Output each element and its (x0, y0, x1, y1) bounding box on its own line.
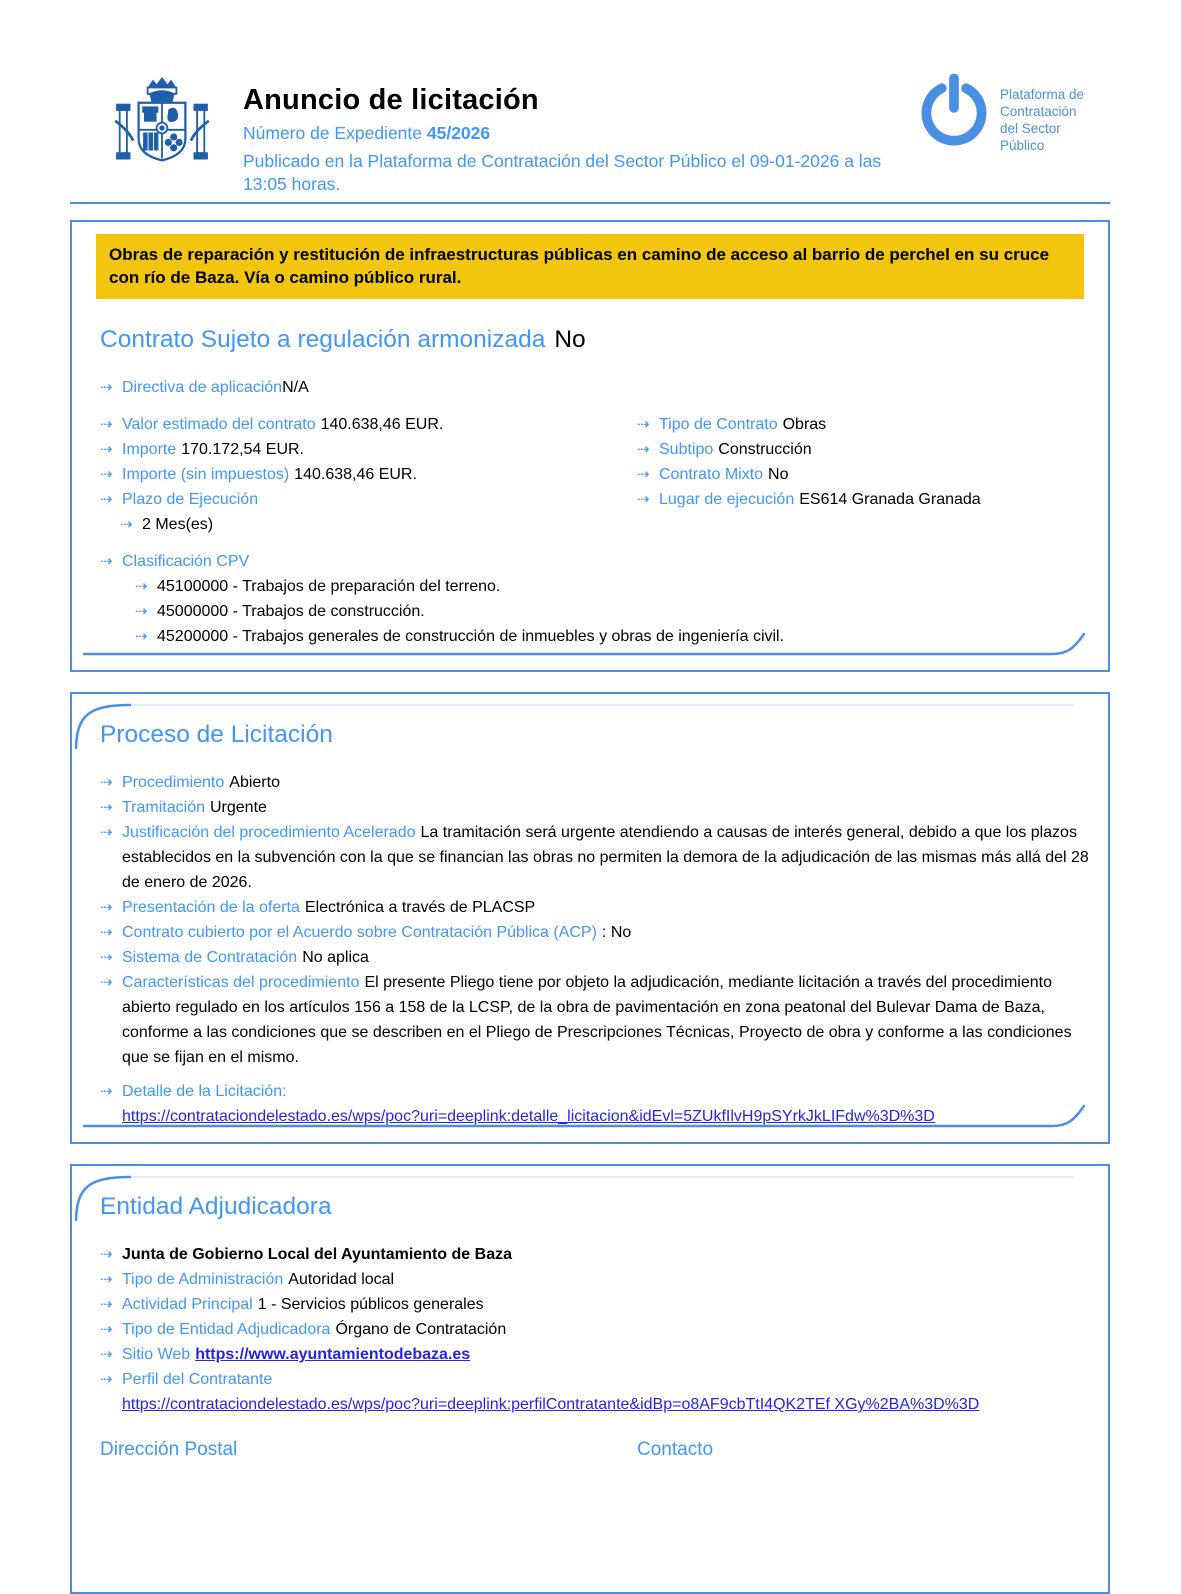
header-divider (70, 202, 1110, 204)
field-arrow-icon: ⇢ (135, 628, 148, 645)
power-button-icon (918, 72, 990, 150)
published-line: Publicado en la Plataforma de Contratación del Sector Público el 09-01-2026 a las 13:05 horas. (243, 151, 882, 194)
cpv-item: ⇢ 45100000 - Trabajos de preparación del terreno. (135, 574, 1096, 599)
field-arrow-icon: ⇢ (100, 1371, 113, 1388)
field-arrow-icon: ⇢ (100, 1271, 113, 1288)
field-tipo-entidad: ⇢ Tipo de Entidad Adjudicadora Órgano de Contratación (100, 1317, 1096, 1342)
expediente-number: 45/2026 (426, 123, 491, 143)
field-arrow-icon: ⇢ (135, 578, 148, 595)
field-subtipo: ⇢ Subtipo Construcción (637, 437, 1096, 462)
sitio-web-link[interactable]: https://www.ayuntamientodebaza.es (195, 1346, 471, 1363)
field-detalle-licitacion: ⇢ Detalle de la Licitación: (100, 1079, 1096, 1104)
direccion-postal-heading: Dirección Postal (100, 1439, 238, 1460)
field-arrow-icon: ⇢ (100, 774, 113, 791)
platform-logo (918, 72, 1168, 154)
platform-name: Plataforma de Contratación del Sector Público (1000, 87, 1085, 153)
page-title: Anuncio de licitación (243, 84, 539, 116)
section-entidad-adjudicadora (70, 1164, 1110, 1594)
field-plazo-ejecucion: ⇢ Plazo de Ejecución (100, 487, 637, 512)
field-contrato-mixto: ⇢ Contrato Mixto No (637, 462, 1096, 487)
field-directiva: ⇢ Directiva de aplicaciónN/A (100, 375, 1096, 400)
detalle-licitacion-link[interactable]: https://contrataciondelestado.es/wps/poc?uri=deeplink:detalle_licitacion&idEvl=5ZUkfIlvH9pSYrkJkLIFdw%3D%3D (122, 1108, 935, 1125)
field-justificacion: ⇢ Justificación del procedimiento Acelerado La tramitación será urgente atendiendo a causas de interés general, debido a que los plazos establecidos en la subvención con la que se financian las obras no permiten la demora de la adjudicación de las mismas más allá del 28 de enero de 2026. (100, 820, 1096, 895)
field-tipo-contrato: ⇢ Tipo de Contrato Obras (637, 412, 1096, 437)
detalle-url-row (100, 1104, 1096, 1129)
field-sistema-contratacion: ⇢ Sistema de Contratación No aplica (100, 945, 1096, 970)
address-contact-headings (100, 1439, 1096, 1461)
field-presentacion-oferta: ⇢ Presentación de la oferta Electrónica a través de PLACSP (100, 895, 1096, 920)
field-procedimiento: ⇢ Procedimiento Abierto (100, 770, 1096, 795)
field-arrow-icon: ⇢ (100, 824, 113, 841)
section-proceso-licitacion (70, 692, 1110, 1144)
field-clasificacion-cpv: ⇢ Clasificación CPV (100, 549, 1096, 574)
expediente-label: Número de Expediente (243, 123, 427, 143)
field-arrow-icon: ⇢ (100, 553, 113, 570)
section-heading-entidad: Entidad Adjudicadora (100, 1193, 332, 1220)
expediente-line (243, 122, 903, 145)
tender-title-banner: Obras de reparación y restitución de infraestructuras públicas en camino de acceso al barrio de perchel en su cruce con río de Baza. Vía o camino público rural. (96, 234, 1084, 299)
field-tramitacion: ⇢ Tramitación Urgente (100, 795, 1096, 820)
field-arrow-icon: ⇢ (100, 924, 113, 941)
field-tipo-administracion: ⇢ Tipo de Administración Autoridad local (100, 1267, 1096, 1292)
contacto-heading: Contacto (637, 1439, 714, 1460)
cpv-item: ⇢ 45200000 - Trabajos generales de construcción de inmuebles y obras de ingeniería civil. (135, 624, 1096, 649)
field-arrow-icon: ⇢ (100, 1321, 113, 1338)
section-heading-armonizada: Contrato Sujeto a regulación armonizada No (100, 326, 586, 353)
field-arrow-icon: ⇢ (100, 379, 113, 396)
field-caracteristicas: ⇢ Características del procedimiento El presente Pliego tiene por objeto la adjudicación, mediante licitación a través del procedimiento abierto regulado en los artículos 156 a 158 de la LCSP, de la obra de pavimentación en zona peatonal del Bulevar Dama de Baza, conforme a las condiciones que se describen en el Pliego de Prescripciones Técnicas, Proyecto de obra y conforme a las condiciones que se fijan en el mismo. (100, 970, 1096, 1070)
perfil-contratante-link[interactable]: https://contrataciondelestado.es/wps/poc?uri=deeplink:perfilContratante&idBp=o8AF9cbTtI4QK2TEf XGy%2BA%3D%3D (122, 1396, 980, 1413)
field-arrow-icon: ⇢ (637, 441, 650, 458)
field-plazo-valor: ⇢ 2 Mes(es) (120, 512, 637, 537)
field-arrow-icon: ⇢ (100, 1346, 113, 1363)
spain-coat-of-arms-logo (108, 74, 216, 182)
field-lugar-ejecucion: ⇢ Lugar de ejecución ES614 Granada Granada (637, 487, 1096, 512)
field-arrow-icon: ⇢ (100, 416, 113, 433)
field-importe: ⇢ Importe 170.172,54 EUR. (100, 437, 637, 462)
field-sitio-web: ⇢ Sitio Web https://www.ayuntamientodebaza.es (100, 1342, 1096, 1367)
field-arrow-icon: ⇢ (100, 949, 113, 966)
field-arrow-icon: ⇢ (100, 1083, 113, 1100)
section-contrato-armonizado (70, 220, 1110, 672)
perfil-url-row (100, 1392, 1096, 1417)
field-arrow-icon: ⇢ (100, 491, 113, 508)
field-valor-estimado: ⇢ Valor estimado del contrato 140.638,46 EUR. (100, 412, 637, 437)
two-column-fields (100, 412, 1096, 537)
field-importe-sin-impuestos: ⇢ Importe (sin impuestos) 140.638,46 EUR. (100, 462, 637, 487)
field-arrow-icon: ⇢ (637, 416, 650, 433)
field-arrow-icon: ⇢ (100, 899, 113, 916)
field-arrow-icon: ⇢ (100, 1296, 113, 1313)
field-arrow-icon: ⇢ (100, 466, 113, 483)
field-arrow-icon: ⇢ (135, 603, 148, 620)
document-header (243, 84, 903, 196)
field-arrow-icon: ⇢ (637, 466, 650, 483)
section-heading-proceso: Proceso de Licitación (100, 721, 333, 748)
field-arrow-icon: ⇢ (100, 974, 113, 991)
field-arrow-icon: ⇢ (637, 491, 650, 508)
cpv-item: ⇢ 45000000 - Trabajos de construcción. (135, 599, 1096, 624)
field-organo: ⇢ Junta de Gobierno Local del Ayuntamiento de Baza (100, 1242, 1096, 1267)
field-arrow-icon: ⇢ (120, 516, 133, 533)
field-arrow-icon: ⇢ (100, 441, 113, 458)
field-acp: ⇢ Contrato cubierto por el Acuerdo sobre Contratación Pública (ACP) : No (100, 920, 1096, 945)
field-actividad-principal: ⇢ Actividad Principal 1 - Servicios públicos generales (100, 1292, 1096, 1317)
field-perfil-contratante: ⇢ Perfil del Contratante (100, 1367, 1096, 1392)
field-arrow-icon: ⇢ (100, 1246, 113, 1263)
field-arrow-icon: ⇢ (100, 799, 113, 816)
